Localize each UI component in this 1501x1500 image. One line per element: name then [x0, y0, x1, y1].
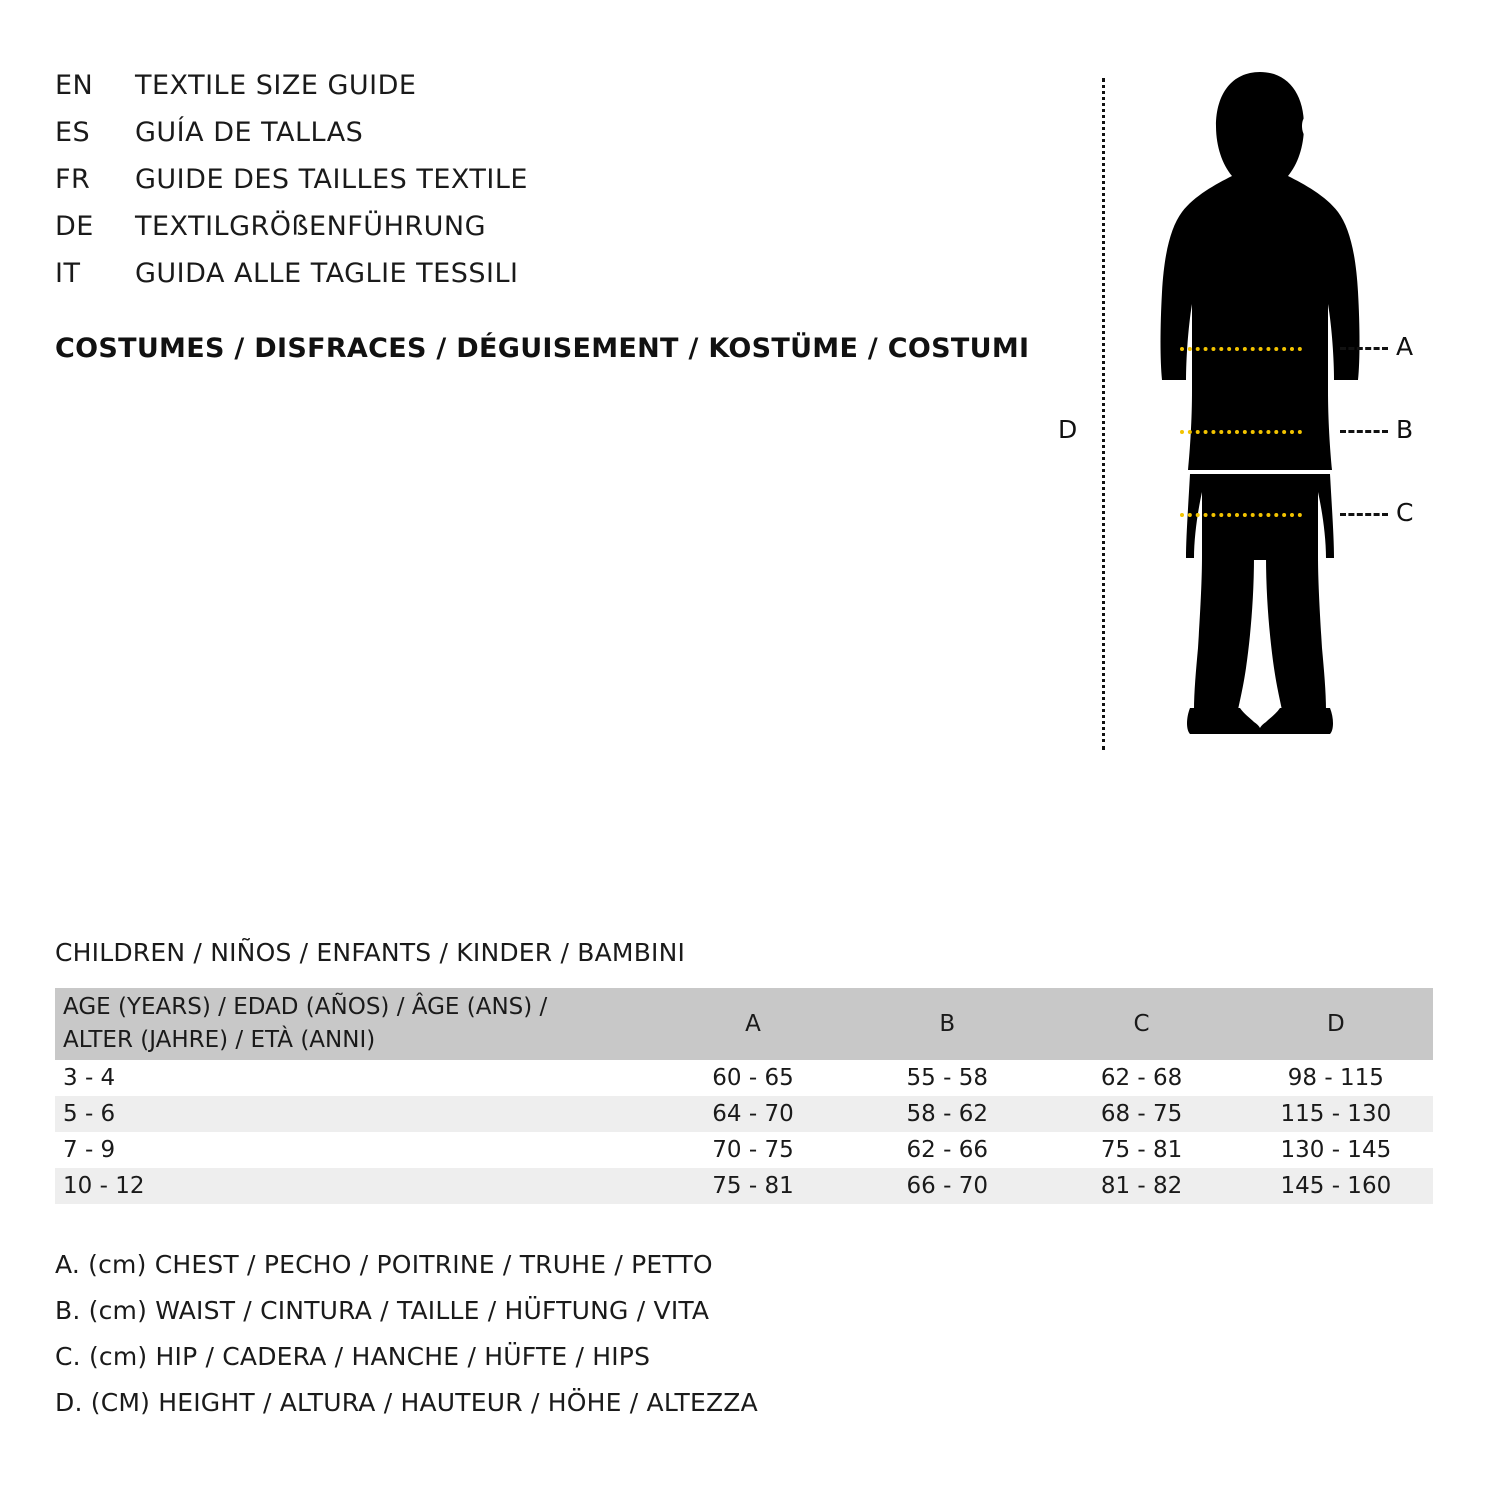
language-code: DE: [55, 211, 94, 242]
language-title: GUIDE DES TAILLES TEXTILE: [135, 164, 528, 195]
cell-height: 130 - 145: [1239, 1132, 1433, 1168]
cell-age: 5 - 6: [55, 1096, 656, 1132]
legend-item-waist: B. (cm) WAIST / CINTURA / TAILLE / HÜFTUNG / VITA: [55, 1296, 710, 1325]
costumes-subtitle: COSTUMES / DISFRACES / DÉGUISEMENT / KOSTÜME / COSTUMI: [55, 333, 1030, 364]
language-row-fr: [55, 164, 1055, 211]
language-code: IT: [55, 258, 81, 289]
column-header-a: A: [656, 988, 850, 1060]
diagram-label-c: C: [1396, 498, 1414, 527]
cell-chest: 60 - 65: [656, 1060, 850, 1096]
measurement-legend: [55, 1250, 1155, 1434]
cell-hip: 81 - 82: [1044, 1168, 1238, 1204]
measurement-diagram: [1040, 60, 1470, 760]
chest-measure-line: [1180, 347, 1302, 351]
language-row-es: [55, 117, 1055, 164]
diagram-label-d: D: [1058, 415, 1078, 444]
legend-item-height: D. (CM) HEIGHT / ALTURA / HAUTEUR / HÖHE / ALTEZZA: [55, 1388, 758, 1417]
cell-age: 7 - 9: [55, 1132, 656, 1168]
language-code: FR: [55, 164, 91, 195]
size-chart-table: [55, 988, 1433, 1204]
language-title: TEXTILE SIZE GUIDE: [135, 70, 417, 101]
language-code: EN: [55, 70, 94, 101]
cell-hip: 75 - 81: [1044, 1132, 1238, 1168]
hip-measure-line: [1180, 513, 1302, 517]
column-header-c: C: [1044, 988, 1238, 1060]
cell-hip: 62 - 68: [1044, 1060, 1238, 1096]
table-row: [55, 1096, 1433, 1132]
cell-waist: 66 - 70: [850, 1168, 1044, 1204]
diagram-label-b: B: [1396, 415, 1414, 444]
language-row-en: [55, 70, 1055, 117]
column-header-age: [55, 988, 656, 1060]
cell-chest: 70 - 75: [656, 1132, 850, 1168]
language-title: TEXTILGRÖßENFÜHRUNG: [135, 211, 487, 242]
cell-height: 115 - 130: [1239, 1096, 1433, 1132]
cell-height: 145 - 160: [1239, 1168, 1433, 1204]
cell-age: 3 - 4: [55, 1060, 656, 1096]
waist-measure-line: [1180, 430, 1302, 434]
table-row: [55, 1168, 1433, 1204]
cell-height: 98 - 115: [1239, 1060, 1433, 1096]
table-row: [55, 1060, 1433, 1096]
legend-item-hip: C. (cm) HIP / CADERA / HANCHE / HÜFTE / HIPS: [55, 1342, 651, 1371]
language-row-de: [55, 211, 1055, 258]
column-header-b: B: [850, 988, 1044, 1060]
language-row-it: [55, 258, 1055, 305]
table-header-row: [55, 988, 1433, 1060]
table-section-title: CHILDREN / NIÑOS / ENFANTS / KINDER / BAMBINI: [55, 938, 686, 967]
child-silhouette-icon: [1120, 60, 1400, 740]
cell-hip: 68 - 75: [1044, 1096, 1238, 1132]
diagram-label-a: A: [1396, 332, 1414, 361]
cell-waist: 62 - 66: [850, 1132, 1044, 1168]
language-title: GUÍA DE TALLAS: [135, 117, 364, 148]
size-guide-header: [55, 70, 1055, 364]
language-code: ES: [55, 117, 91, 148]
column-header-age-line1: AGE (YEARS) / EDAD (AÑOS) / ÂGE (ANS) /: [63, 993, 548, 1020]
cell-chest: 75 - 81: [656, 1168, 850, 1204]
legend-item-chest: A. (cm) CHEST / PECHO / POITRINE / TRUHE / PETTO: [55, 1250, 713, 1279]
height-axis-dotted-line: [1102, 78, 1105, 750]
chest-leader-line: [1340, 347, 1388, 350]
cell-age: 10 - 12: [55, 1168, 656, 1204]
hip-leader-line: [1340, 513, 1388, 516]
waist-leader-line: [1340, 430, 1388, 433]
language-title: GUIDA ALLE TAGLIE TESSILI: [135, 258, 519, 289]
column-header-d: D: [1239, 988, 1433, 1060]
table-row: [55, 1132, 1433, 1168]
cell-waist: 55 - 58: [850, 1060, 1044, 1096]
cell-chest: 64 - 70: [656, 1096, 850, 1132]
column-header-age-line2: ALTER (JAHRE) / ETÀ (ANNI): [63, 1027, 376, 1053]
cell-waist: 58 - 62: [850, 1096, 1044, 1132]
